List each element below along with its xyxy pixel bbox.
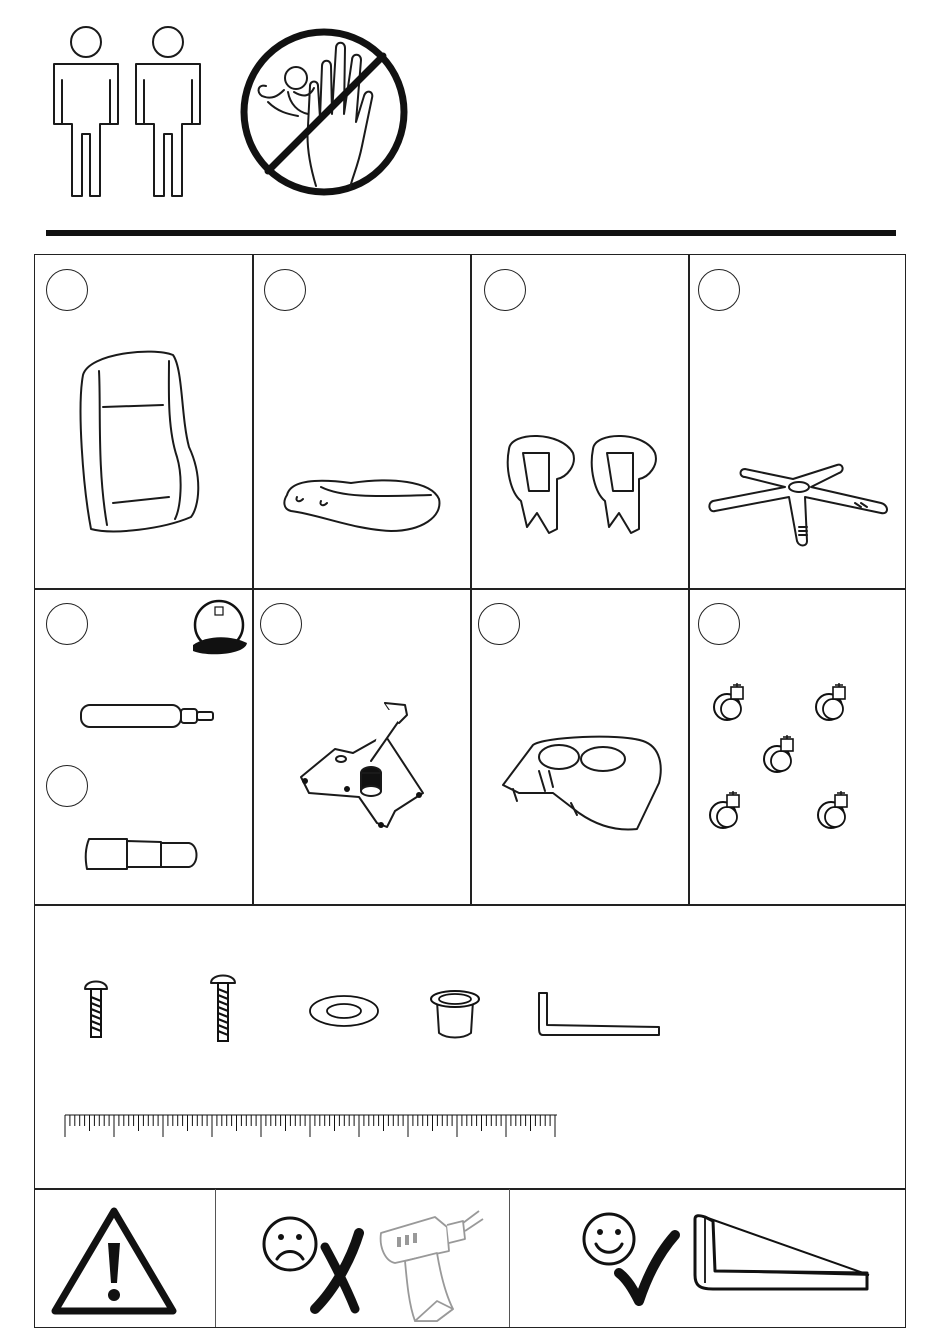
warning-triangle-icon (49, 1205, 179, 1317)
seat-cushion-icon (281, 467, 447, 535)
part-number-circle (698, 269, 740, 311)
footer-panel (34, 1188, 906, 1328)
hardware-panel (34, 904, 906, 1190)
gas-lift-cover-icon (83, 833, 201, 873)
washer-icon (307, 993, 381, 1029)
parts-grid (34, 254, 906, 906)
backrest-icon (73, 347, 213, 537)
allen-key-icon (535, 991, 663, 1039)
two-persons-icon (48, 24, 208, 202)
no-children-icon (238, 26, 410, 198)
sleeve-icon (429, 987, 481, 1039)
part-cell-gas-lift (34, 588, 254, 906)
part-cell-armrests (470, 254, 690, 590)
part-number-circle (46, 603, 88, 645)
ruler-icon (63, 1111, 559, 1137)
part-cell-mechanism-cover (470, 588, 690, 906)
cross-icon (311, 1229, 371, 1313)
header (0, 0, 950, 240)
mechanism-cover-icon (499, 731, 667, 833)
part-number-circle (46, 269, 88, 311)
part-cell-backrest (34, 254, 254, 590)
short-bolt-icon (83, 977, 109, 1039)
part-number-circle (478, 603, 520, 645)
part-cell-seat (252, 254, 472, 590)
casters-icon (713, 681, 887, 839)
tilt-mechanism-icon (295, 701, 435, 833)
gas-lift-label-icon (187, 599, 251, 659)
footer-divider (215, 1189, 216, 1327)
long-bolt-icon (209, 971, 237, 1043)
part-cell-tilt-mechanism (252, 588, 472, 906)
allen-key-large-icon (689, 1213, 875, 1297)
header-divider (46, 230, 896, 236)
part-number-circle (260, 603, 302, 645)
part-cell-base (688, 254, 906, 590)
part-number-circle (484, 269, 526, 311)
part-number-circle (264, 269, 306, 311)
part-number-circle (698, 603, 740, 645)
part-number-circle (46, 765, 88, 807)
footer-divider (509, 1189, 510, 1327)
power-drill-icon (375, 1197, 487, 1325)
star-base-icon (705, 461, 891, 551)
armrests-icon (501, 429, 661, 539)
part-cell-casters (688, 588, 906, 906)
gas-lift-icon (77, 701, 219, 731)
checkmark-icon (613, 1229, 679, 1307)
